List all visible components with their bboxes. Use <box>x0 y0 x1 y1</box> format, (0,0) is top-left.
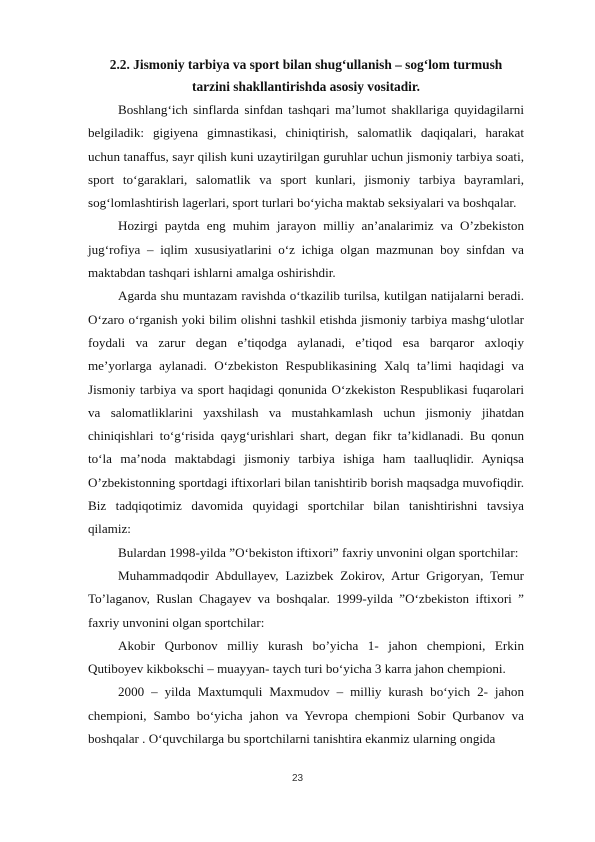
paragraph-3: Agarda shu muntazam ravishda o‘tkazilib turilsa, kutilgan natijalarni beradi. O‘zaro o‘rganish yoki bilim olishni tashkil etishda jismoniy tarbiya mashg‘ulotlar foydali va zarur degan e’tiqodga aylanadi, e’tiqod esa barqaror axloqiy me’yorlarga aylanadi. O‘zbekiston Respublikasining Xalq ta’limi haqidagi va Jismoniy tarbiya va sport haqidagi qonunida O‘zkekiston Respublikasi fuqarolari va salomatliklarini yaxshilash va mustahkamlash uchun jismoniy jihatdan chiniqishlari to‘g‘risida qayg‘urishlari shart, degan fikr ta’kidlanadi. Bu qonun to‘la ma’noda maktabdagi jismoniy tarbiya ishiga ham taalluqlidir. Ayniqsa O’zbekistonning sportdagi iftixorlari bilan tanishtirib borish maqsadga muvofiqdir. Biz tadqiqotimiz davomida quyidagi sportchilar bilan tanishtirishni tavsiya qilamiz: <box>88 288 524 537</box>
section-heading <box>88 54 524 98</box>
section-heading-line-1: 2.2. Jismoniy tarbiya va sport bilan shug‘ullanish – sog‘lom turmush <box>109 57 503 72</box>
page-number: 23 <box>291 773 304 784</box>
paragraph-4: Bulardan 1998-yilda ”O‘bekiston iftixori” faxriy unvonini olgan sportchilar: <box>118 544 519 560</box>
paragraph-6: Akobir Qurbonov milliy kurash bo’yicha 1- jahon chempioni, Erkin Qutiboyev kikbokschi – muayyan- taych turi bo‘yicha 3 karra jahon chempioni. <box>88 637 524 677</box>
document-page <box>88 54 524 750</box>
paragraph-1: Boshlang‘ich sinflarda sinfdan tashqari ma’lumot shakllariga quyidagilarni belgiladik: gigiyena gimnastikasi, chiniqtirish, salomatlik daqiqalari, harakat uchun tanaffus, sayr qilish kuni uzaytirilgan guruhlar uchun jismoniy tarbiya soati, sport to‘garaklari, salomatlik va sport kunlari, jismoniy tarbiya bayramlari, sog‘lomlashtirish lagerlari, sport turlari bo‘yicha maktab seksiyalari va boshqalar. <box>88 102 524 211</box>
section-heading-line-2: tarzini shakllantirishda asosiy vositadir. <box>192 79 420 94</box>
paragraph-7: 2000 – yilda Maxtumquli Maxmudov – milliy kurash bo‘yich 2- jahon chempioni, Sambo bo‘yicha jahon va Yevropa chempioni Sobir Qurbanov va boshqalar . O‘quvchilarga bu sportchilarni tanishtira ekanmiz ularning ongida <box>88 684 524 747</box>
paragraph-2: Hozirgi paytda eng muhim jarayon milliy an’analarimiz va O’zbekiston jug‘rofiya – iqlim xususiyatlarini o‘z ichiga olgan mazmunan boy sinfdan va maktabdan tashqari ishlarni amalga oshirishdir. <box>88 218 524 281</box>
paragraph-5: Muhammadqodir Abdullayev, Lazizbek Zokirov, Artur Grigoryan, Temur To’laganov, Ruslan Chagayev va boshqalar. 1999-yilda ”O‘zbekiston iftixori ” faxriy unvonini olgan sportchilar: <box>88 567 524 630</box>
